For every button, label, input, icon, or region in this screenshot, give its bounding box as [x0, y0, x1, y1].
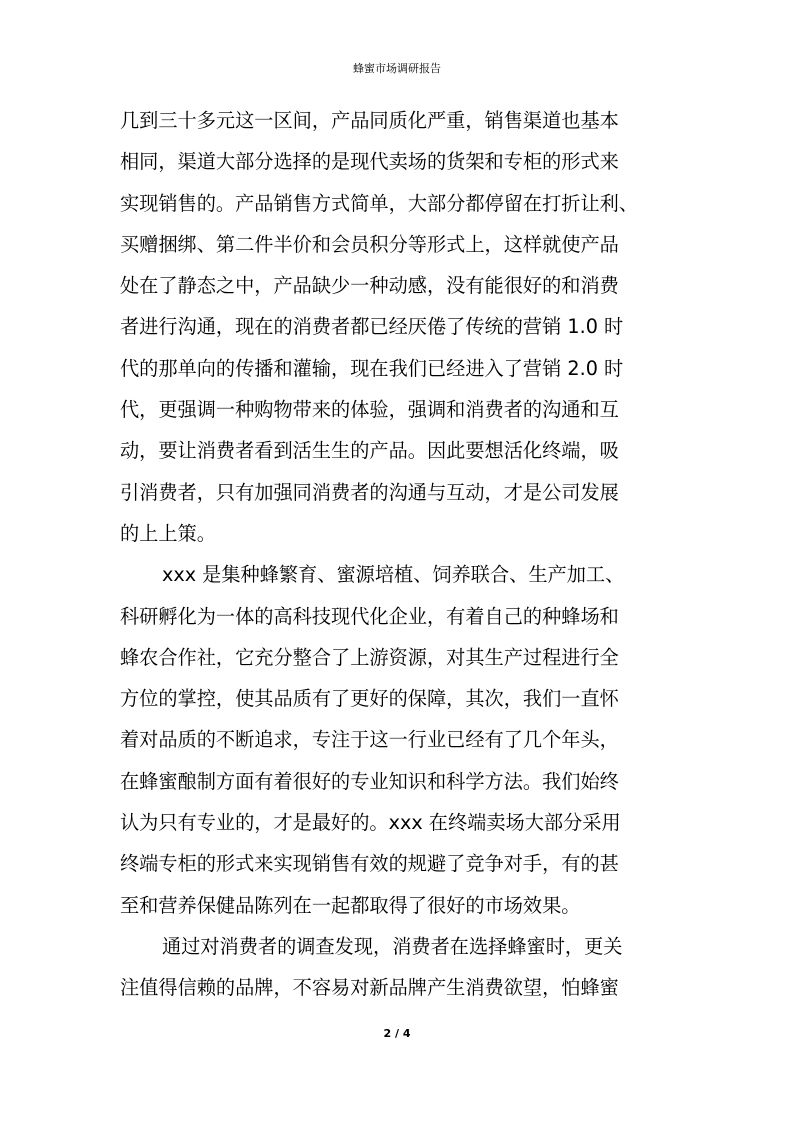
text-line: 蜂农合作社，它充分整合了上游资源，对其生产过程进行全: [120, 645, 619, 669]
text-line: xxx 是集种蜂繁育、蜜源培植、饲养联合、生产加工、: [162, 563, 625, 587]
text-line: 动，要让消费者看到活生生的产品。因此要想活化终端，吸: [120, 439, 619, 463]
text-line: 方位的掌控，使其品质有了更好的保障，其次，我们一直怀: [120, 687, 619, 711]
text-line: 认为只有专业的，才是最好的。xxx 在终端卖场大部分采用: [120, 811, 621, 835]
text-line: 引消费者，只有加强同消费者的沟通与互动，才是公司发展: [120, 480, 619, 504]
text-line: 着对品质的不断追求，专注于这一行业已经有了几个年头，: [120, 728, 619, 752]
text-line: 至和营养保健品陈列在一起都取得了很好的市场效果。: [120, 893, 581, 917]
text-line: 代，更强调一种购物带来的体验，强调和消费者的沟通和互: [120, 398, 619, 422]
page-number: 2 / 4: [383, 1027, 411, 1040]
text-line: 者进行沟通，现在的消费者都已经厌倦了传统的营销 1.0 时: [120, 315, 624, 339]
text-line: 注值得信赖的品牌，不容易对新品牌产生消费欲望，怕蜂蜜: [120, 976, 619, 1000]
text-line: 科研孵化为一体的高科技现代化企业，有着自己的种蜂场和: [120, 604, 619, 628]
text-line: 处在了静态之中，产品缺少一种动感，没有能很好的和消费: [120, 274, 619, 298]
body-text: [120, 100, 690, 1009]
text-line: 实现销售的。产品销售方式简单，大部分都停留在打折让利、: [120, 191, 639, 215]
text-line: 代的那单向的传播和灌输，现在我们已经进入了营销 2.0 时: [120, 356, 624, 380]
text-line: 在蜂蜜酿制方面有着很好的专业知识和科学方法。我们始终: [120, 769, 619, 793]
text-line: 买赠捆绑、第二件半价和会员积分等形式上，这样就使产品: [120, 232, 619, 256]
text-line: 相同，渠道大部分选择的是现代卖场的货架和专柜的形式来: [120, 150, 619, 174]
text-line: 的上上策。: [120, 521, 216, 545]
text-line: 几到三十多元这一区间，产品同质化严重，销售渠道也基本: [120, 109, 619, 132]
text-line: 终端专柜的形式来实现销售有效的规避了竞争对手，有的甚: [120, 852, 619, 876]
page-header: 蜂蜜市场调研报告: [353, 62, 441, 75]
text-line: 通过对消费者的调查发现，消费者在选择蜂蜜时，更关: [162, 934, 623, 958]
